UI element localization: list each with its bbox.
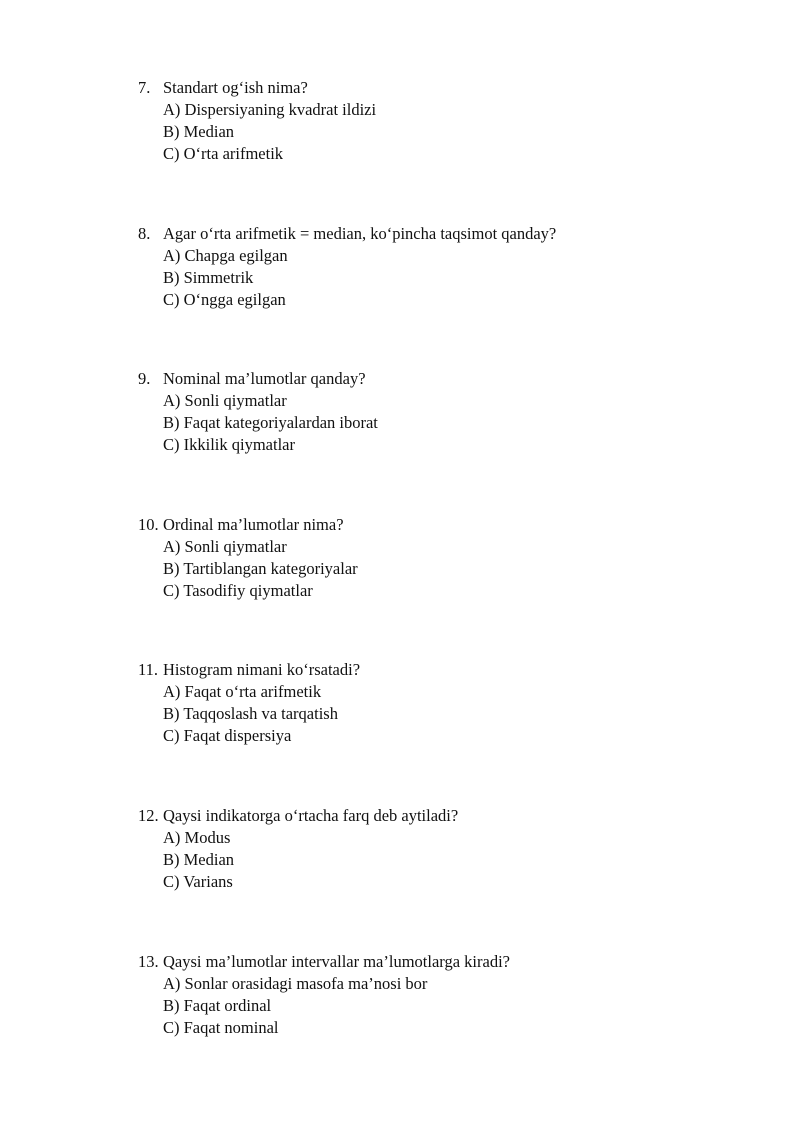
- question-10: [138, 514, 738, 602]
- question-line: [138, 514, 738, 536]
- question-number: 9.: [138, 369, 151, 388]
- question-line: [138, 223, 738, 245]
- question-text: Histogram nimani ko‘rsatadi?: [163, 660, 361, 679]
- option-c: C) Varians: [163, 872, 233, 891]
- option-a: A) Chapga egilgan: [163, 246, 288, 265]
- option-b: B) Simmetrik: [163, 268, 254, 287]
- question-number: 10.: [138, 515, 159, 534]
- option-c: C) Faqat nominal: [163, 1018, 279, 1037]
- question-line: [138, 951, 738, 973]
- option-c: C) Ikkilik qiymatlar: [163, 435, 295, 454]
- question-line: [138, 805, 738, 827]
- question-11: [138, 659, 738, 747]
- option-a: A) Sonli qiymatlar: [163, 391, 287, 410]
- question-text: Qaysi indikatorga o‘rtacha farq deb aytiladi?: [163, 806, 459, 825]
- question-line: [138, 659, 738, 681]
- option-c: C) Tasodifiy qiymatlar: [163, 581, 313, 600]
- option-c: C) Faqat dispersiya: [163, 726, 292, 745]
- question-9: [138, 368, 738, 456]
- option-a: A) Sonlar orasidagi masofa ma’nosi bor: [163, 974, 428, 993]
- question-number: 13.: [138, 952, 159, 971]
- question-line: [138, 368, 738, 390]
- option-c: C) O‘ngga egilgan: [163, 290, 286, 309]
- question-8: [138, 223, 738, 311]
- question-13: [138, 951, 738, 1039]
- question-number: 11.: [138, 660, 159, 679]
- option-a: A) Modus: [163, 828, 231, 847]
- option-b: B) Taqqoslash va tarqatish: [163, 704, 338, 723]
- question-text: Agar o‘rta arifmetik = median, ko‘pincha taqsimot qanday?: [163, 224, 557, 243]
- option-a: A) Faqat o‘rta arifmetik: [163, 682, 322, 701]
- question-7: [138, 77, 738, 165]
- question-number: 8.: [138, 224, 151, 243]
- question-text: Nominal ma’lumotlar qanday?: [163, 369, 366, 388]
- question-text: Qaysi ma’lumotlar intervallar ma’lumotlarga kiradi?: [163, 952, 510, 971]
- option-a: A) Dispersiyaning kvadrat ildizi: [163, 100, 377, 119]
- option-b: B) Faqat kategoriyalardan iborat: [163, 413, 378, 432]
- option-a: A) Sonli qiymatlar: [163, 537, 287, 556]
- question-text: Standart og‘ish nima?: [163, 78, 308, 97]
- question-12: [138, 805, 738, 893]
- option-b: B) Faqat ordinal: [163, 996, 272, 1015]
- question-text: Ordinal ma’lumotlar nima?: [163, 515, 344, 534]
- option-b: B) Median: [163, 850, 235, 869]
- question-number: 12.: [138, 806, 159, 825]
- option-b: B) Median: [163, 122, 235, 141]
- option-b: B) Tartiblangan kategoriyalar: [163, 559, 358, 578]
- option-c: C) O‘rta arifmetik: [163, 144, 284, 163]
- question-number: 7.: [138, 78, 151, 97]
- question-line: [138, 77, 738, 99]
